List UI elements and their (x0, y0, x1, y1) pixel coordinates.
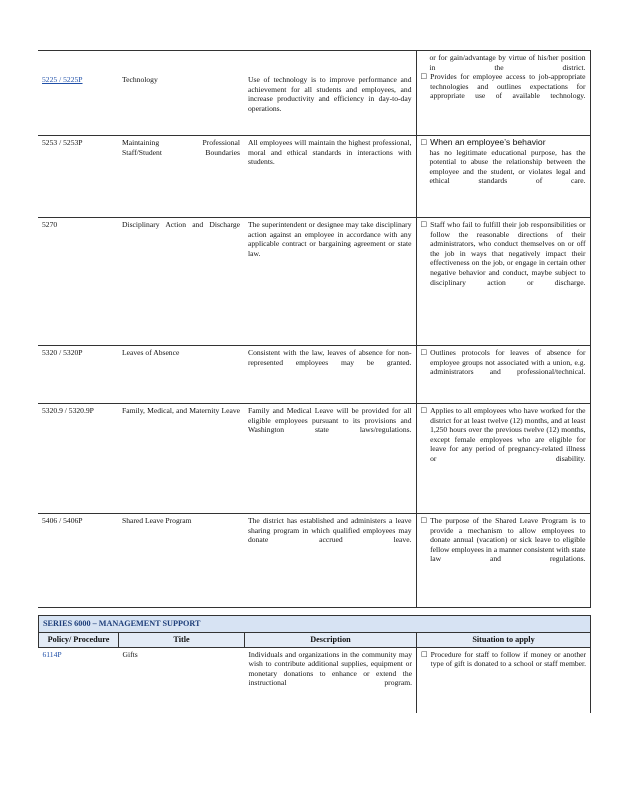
table-row (38, 514, 590, 608)
policy-number: 5406 / 5406P (38, 514, 118, 608)
series-header (39, 616, 591, 633)
policy-number: 5320.9 / 5320.9P (38, 404, 118, 514)
header-description: Description (245, 632, 417, 647)
table-row (38, 218, 590, 346)
table-row (38, 136, 590, 218)
checkbox-bullet-icon: □ (420, 406, 428, 414)
policy-number: 5270 (38, 218, 118, 346)
policy-title: Leaves of Absence (118, 346, 244, 404)
situation-bullet: □ Staff who fail to fulfill their job responsibilities or follow the reasonable directions of their administrators, who conduct themselves on or off the job in ways that negatively impact their effectiveness on the job, or engage in certain other negative behavior and conduct, maybe subject to disciplinary action or discharge. (420, 220, 586, 287)
policy-description: Individuals and organizations in the community may wish to contribute additional supplies, equipment or monetary donations to enhance or extend the instructional program. (245, 647, 417, 713)
policy-description: Consistent with the law, leaves of absence for non-represented employees may be granted. (244, 346, 416, 404)
policy-title: Gifts (119, 647, 245, 713)
policy-number: 5253 / 5253P (38, 136, 118, 218)
checkbox-bullet-icon: □ (420, 516, 428, 524)
policy-table (38, 50, 591, 608)
policy-title: Family, Medical, and Maternity Leave (118, 404, 244, 514)
table-row (38, 404, 590, 514)
column-headers (39, 632, 591, 647)
policy-number: 6114P (39, 647, 119, 713)
situation-bullet: □ Outlines protocols for leaves of absence for employee groups not associated with a union, e.g. administrators and professional/technical. (420, 348, 586, 377)
policy-description: Family and Medical Leave will be provided for all eligible employees pursuant to its provisions and Washington state laws/regulations. (244, 404, 416, 514)
series-label: SERIES 6000 – MANAGEMENT SUPPORT (39, 616, 591, 633)
situation-heading: When an employee’s behavior (430, 137, 546, 147)
table-row (39, 647, 591, 713)
series-table (38, 615, 591, 713)
policy-description: Use of technology is to improve performance and achievement for all students and employees, and increase productivity and efficiency in day-to-day operations. (244, 51, 416, 136)
checkbox-bullet-icon: □ (420, 138, 428, 146)
policy-title: Technology (118, 51, 244, 136)
situation-continued: has no legitimate educational purpose, has the potential to abuse the relationship between the employee and the student, or violates legal and ethical standards of care. (429, 147, 586, 186)
header-title: Title (119, 632, 245, 647)
policy-title: Maintaining Professional Staff/Student Boundaries (118, 136, 244, 218)
checkbox-bullet-icon: □ (420, 348, 428, 356)
policy-description: The district has established and administers a leave sharing program in which qualified employees may donate accrued leave. (244, 514, 416, 608)
table-row (38, 51, 590, 136)
policy-title: Disciplinary Action and Discharge (118, 218, 244, 346)
checkbox-bullet-icon: □ (421, 649, 428, 658)
policy-description: The superintendent or designee may take disciplinary action against an employee in accordance with any applicable contract or bargaining agreement or state law. (244, 218, 416, 346)
header-policy: Policy/ Procedure (39, 632, 119, 647)
situation-bullet: □ Provides for employee access to job-appropriate technologies and outlines expectations for appropriate use of available technology. (420, 72, 586, 101)
policy-link[interactable]: 5225 / 5225P (42, 75, 83, 84)
situation-continued: or for gain/advantage by virtue of his/her position in the district. (429, 53, 586, 72)
policy-description: All employees will maintain the highest professional, moral and ethical standards in interactions with students. (244, 136, 416, 218)
situation-bullet: □ Applies to all employees who have worked for the district for at least twelve (12) months, and at least 1,250 hours over the previous twelve (12) months, except female employees who are eligible for leave for any period of pregnancy-related illness or disability. (420, 406, 586, 463)
policy-title: Shared Leave Program (118, 514, 244, 608)
checkbox-bullet-icon: □ (420, 72, 428, 81)
table-row (38, 346, 590, 404)
header-situation: Situation to apply (417, 632, 591, 647)
checkbox-bullet-icon: □ (420, 220, 428, 228)
situation-bullet: □ Procedure for staff to follow if money or another type of gift is donated to a school or staff member. (421, 649, 587, 669)
situation-bullet: □ The purpose of the Shared Leave Program is to provide a mechanism to allow employees to donate annual (vacation) or sick leave to eligible fellow employees in a manner consistent with state law and regulations. (420, 516, 586, 564)
policy-number: 5320 / 5320P (38, 346, 118, 404)
